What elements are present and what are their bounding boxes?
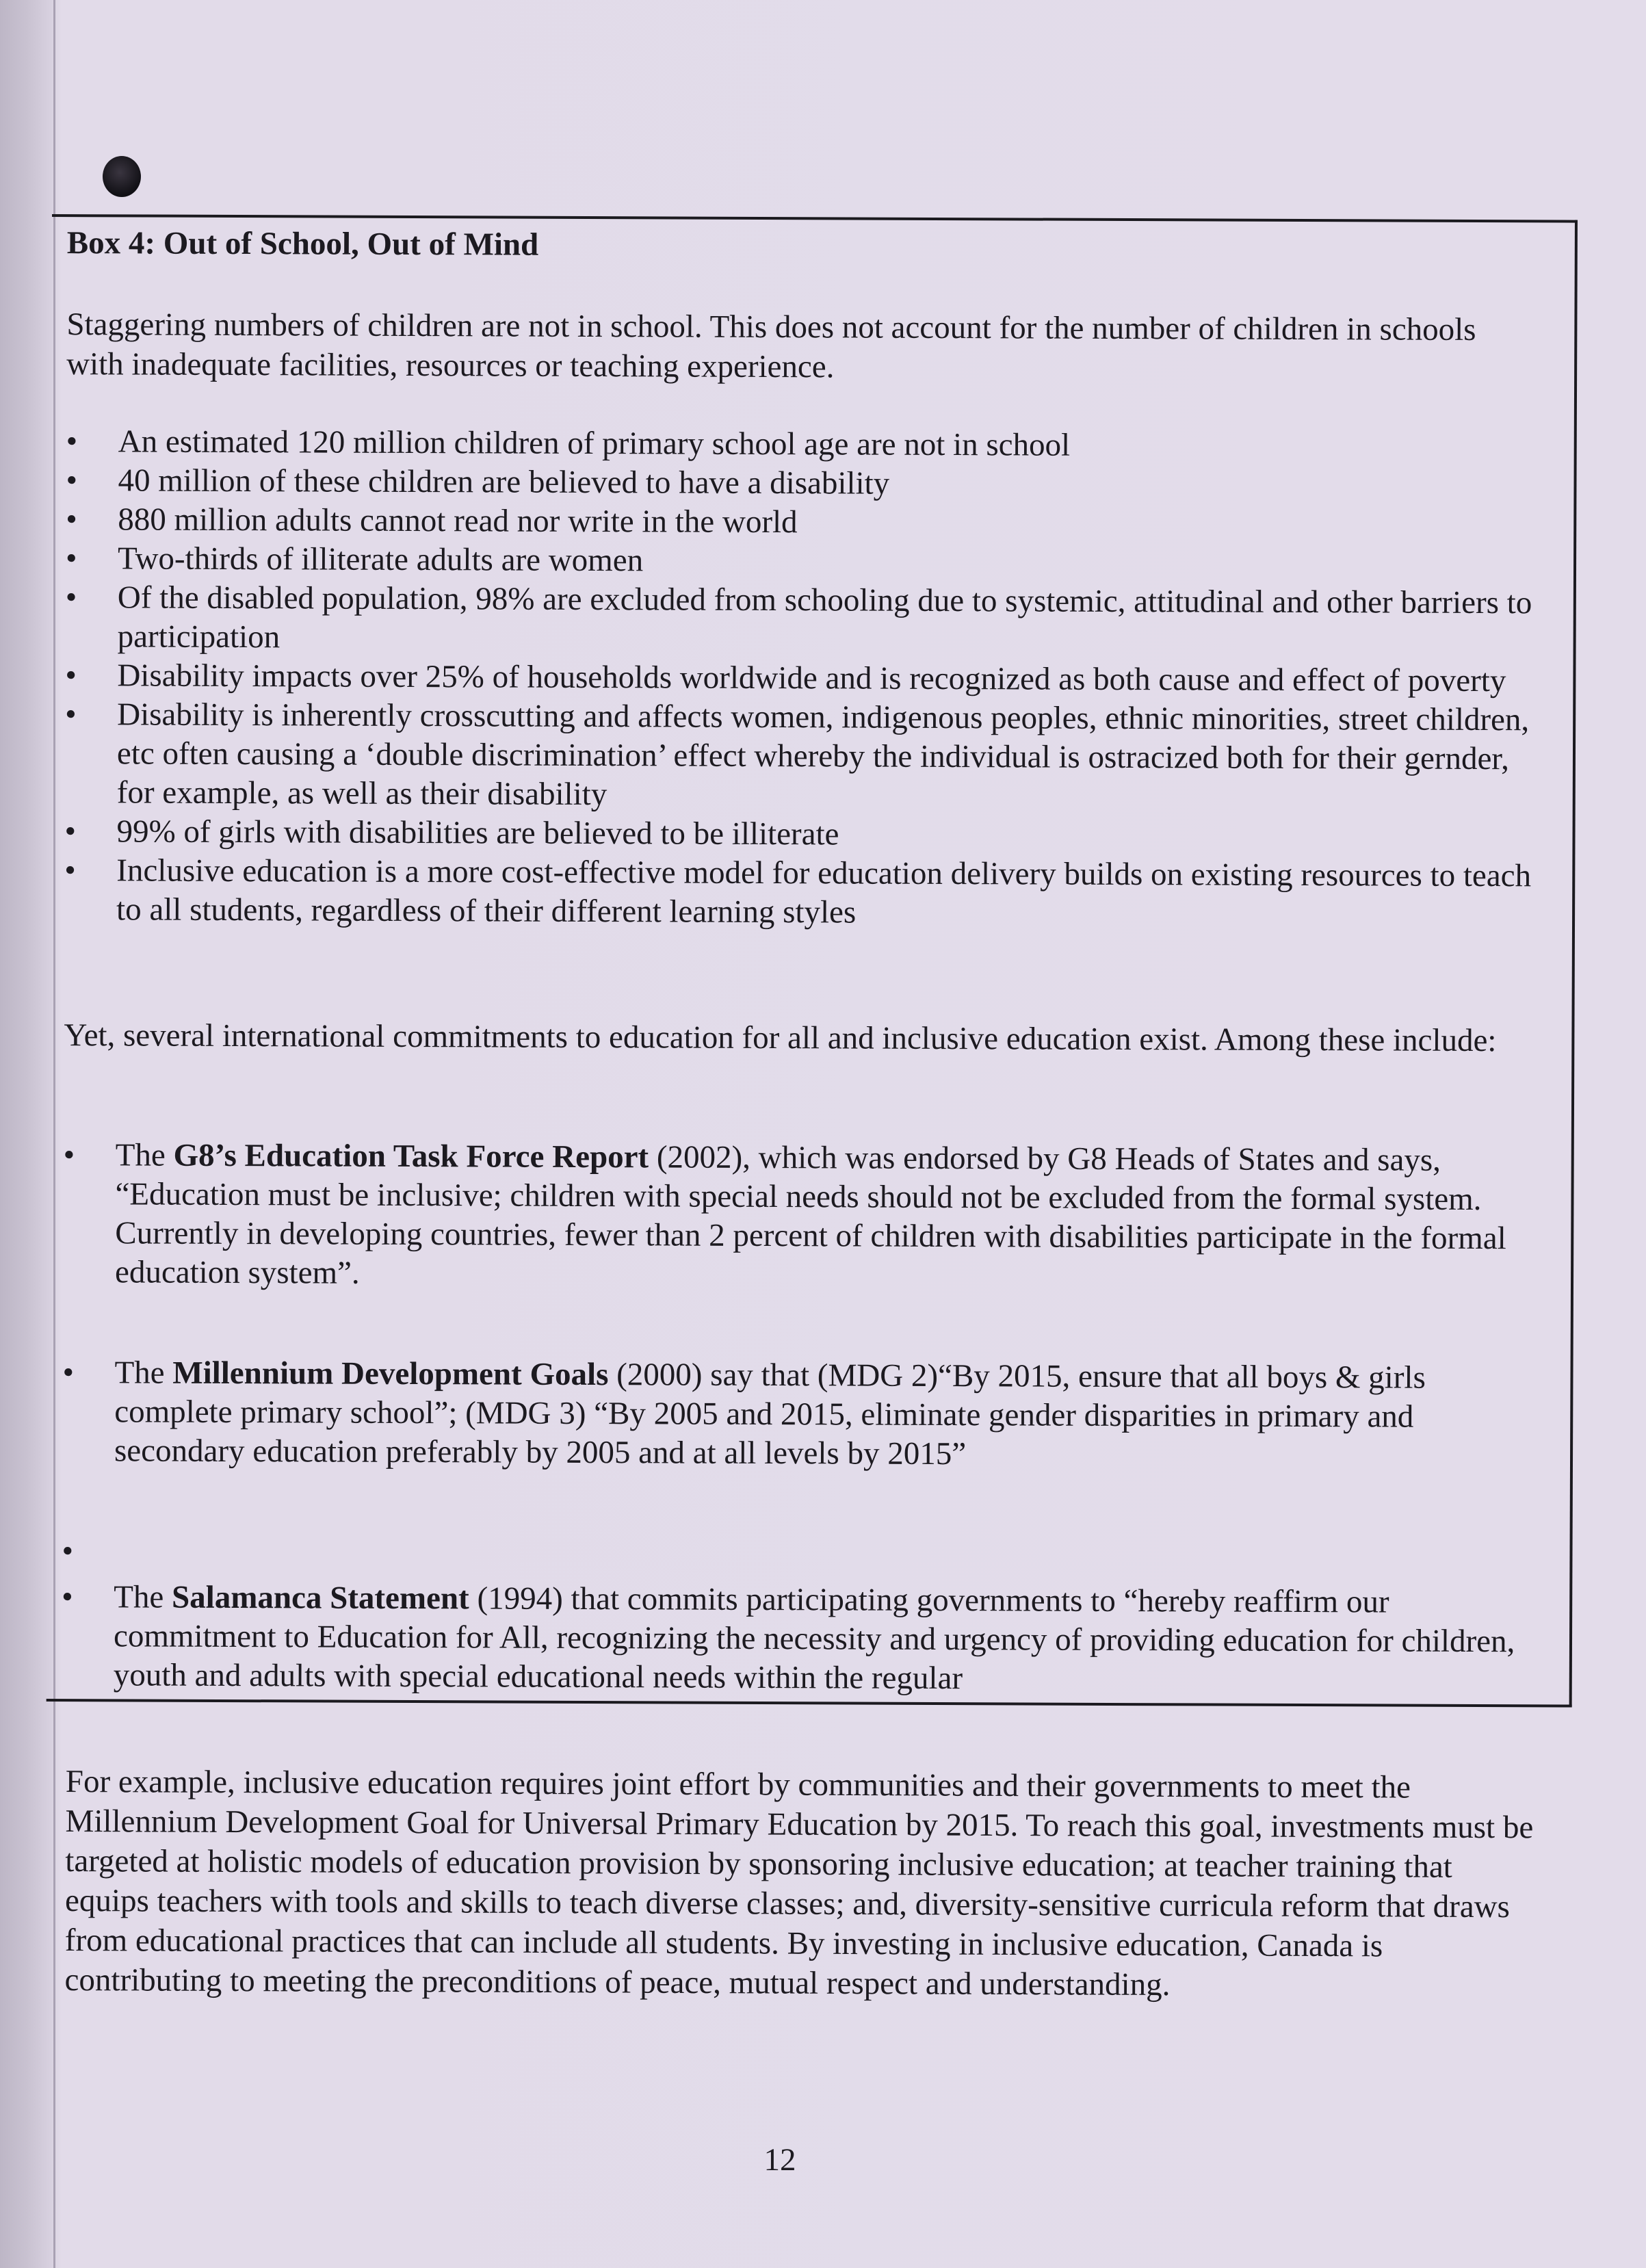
list-item: • Inclusive education is a more cost-effective model for education delivery builds on existing resources to teach to all students, regardless of their different learning styles — [64, 852, 1532, 930]
bullet-icon: • — [64, 813, 77, 850]
info-box — [47, 214, 1578, 1708]
bullet-icon: • — [62, 1533, 74, 1569]
commitment-name: G8’s Education Task Force Report — [173, 1137, 649, 1175]
list-item: • Two-thirds of illiterate adults are women — [65, 540, 644, 579]
body-paragraph: For example, inclusive education requires joint effort by communities and their governments to meet the Millennium Development Goal for Universal Primary Education by 2015. To reach this goal, investments must be targeted at holistic models of education provision by sponsoring inclusive education; at teacher training that equips teachers with tools and skills to teach diverse classes; and, diversity-sensitive curricula reform that draws from educational practices that can include all students. By investing in inclusive education, Canada is contributing to meeting the preconditions of peace, mutual respect and understanding. — [64, 1764, 1534, 2003]
list-item: • Disability impacts over 25% of households worldwide and is recognized as both cause and effect of poverty — [65, 657, 1506, 699]
bullet-icon: • — [66, 501, 77, 538]
commitment-name: Millennium Development Goals — [172, 1355, 609, 1393]
bullet-icon: • — [65, 657, 77, 694]
bullet-icon: • — [65, 579, 77, 616]
bullet-icon: • — [66, 423, 78, 460]
list-item: • 880 million adults cannot read nor write in the world — [66, 501, 798, 540]
page-number: 12 — [763, 2142, 796, 2178]
commitments-list — [62, 1136, 1541, 1704]
list-item: • Of the disabled population, 98% are excluded from schooling due to systemic, attitudinal and other barriers to participation — [65, 579, 1532, 655]
list-item: • The G8’s Education Task Force Report (2002), which was endorsed by G8 Heads of States and says, “Education must be inclusive; children with special needs should not be excluded from the formal system. Currently in developing countries, fewer than 2 percent of children with disabilities participate in the formal education system”. — [63, 1137, 1506, 1291]
box-title: Box 4: Out of School, Out of Mind — [66, 225, 539, 263]
list-item: • 40 million of these children are believed to have a disability — [66, 462, 890, 501]
bullet-icon: • — [62, 1579, 73, 1615]
box-intro-paragraph: Staggering numbers of children are not in school. This does not account for the number of children in schools with inadequate facilities, resources or teaching experience. — [66, 307, 1476, 385]
bullet-icon: • — [65, 696, 77, 733]
list-item-empty — [62, 1532, 1539, 1576]
bullet-icon: • — [65, 540, 77, 577]
list-item: • The Salamanca Statement (1994) that commits participating governments to “hereby reaffirm our commitment to Education for All, recognizing the necessity and urgency of providing education for children, youth and adults with special educational needs within the regular — [62, 1579, 1515, 1697]
bullet-icon: • — [64, 852, 76, 889]
list-item: • The Millennium Development Goals (2000) say that (MDG 2)“By 2015, ensure that all boys & girls complete primary school”; (MDG 3) “By 2005 and 2015, eliminate gender disparities in primary and secondary education preferably by 2005 and at all levels by 2015” — [62, 1355, 1426, 1472]
facts-list — [64, 422, 1544, 935]
list-item: • Disability is inherently crosscutting and affects women, indigenous peoples, ethnic minorities, street children, etc often causing a ‘double discrimination’ effect whereby the individual is ostracized both for their gernder, for example, as well as their disability — [65, 696, 1530, 813]
bullet-icon: • — [62, 1355, 75, 1391]
commitment-name: Salamanca Statement — [171, 1579, 469, 1617]
bullet-icon: • — [66, 462, 78, 499]
list-item: • An estimated 120 million children of primary school age are not in school — [66, 423, 1071, 463]
bullet-icon: • — [63, 1137, 75, 1173]
punch-hole — [103, 156, 141, 197]
commitments-intro: Yet, several international commitments to education for all and inclusive education exist. Among these include: — [64, 1017, 1497, 1059]
list-item: • 99% of girls with disabilities are believed to be illiterate — [64, 813, 839, 852]
